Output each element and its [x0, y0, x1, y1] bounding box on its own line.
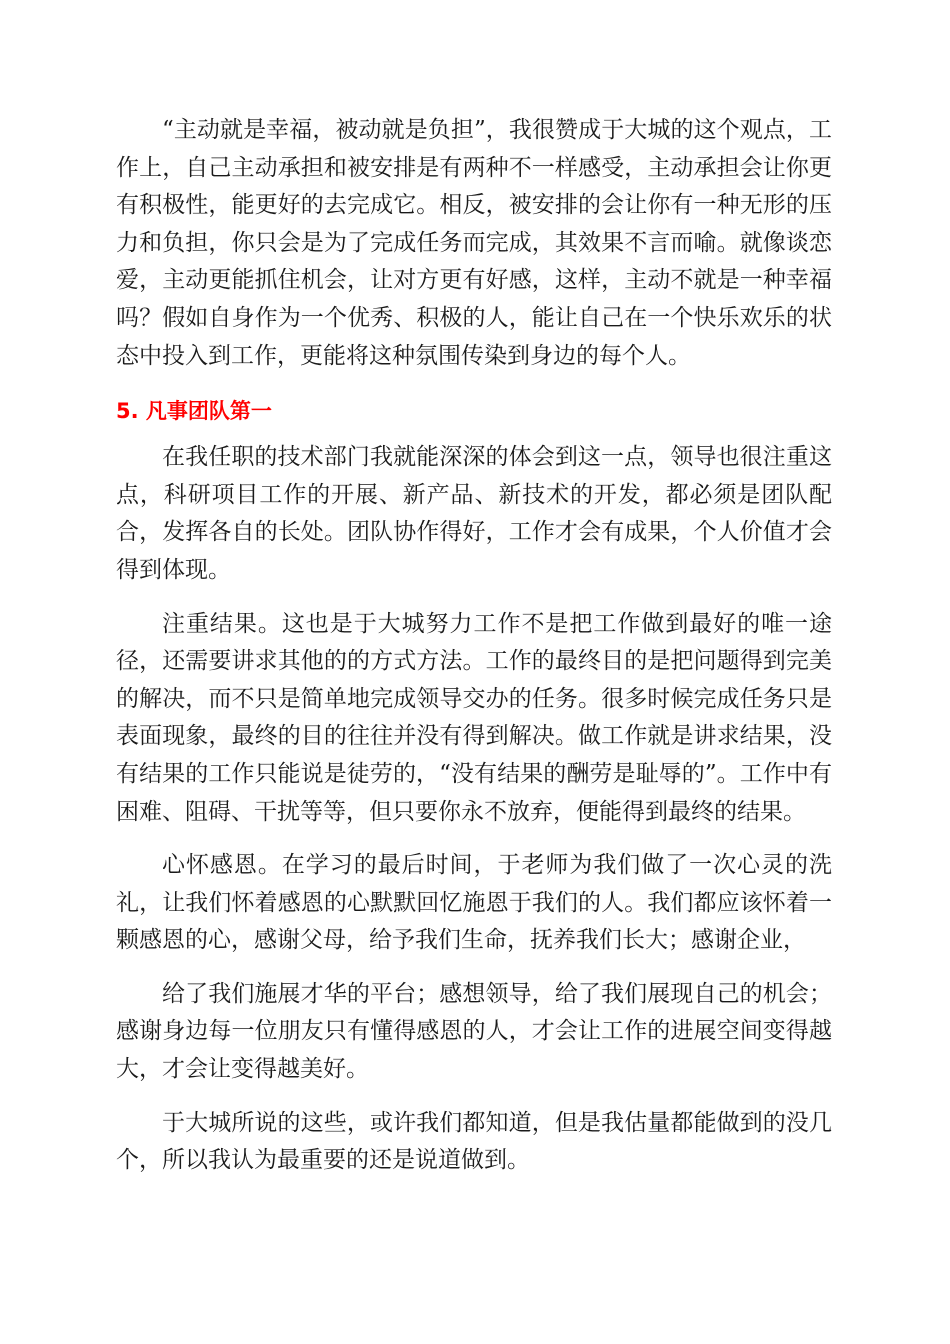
paragraph-focus-on-results: 注重结果。这也是于大城努力工作不是把工作做到最好的唯一途径，还需要讲求其他的的方式方法。工作的最终目的是把问题得到完美的解决，而不只是简单地完成领导交办的任务。很多时候完成任务只是表面现象，最终的目的往往并没有得到解决。做工作就是讲求结果，没有结果的工作只能说是徒劳的，“没有结果的酬劳是耻辱的”。工作中有困难、阻碍、干扰等等，但只要你永不放弃，便能得到最终的结果。 [116, 610, 832, 825]
document-page [116, 112, 832, 1196]
section-heading-team-first: 5. 凡事团队第一 [116, 399, 272, 424]
paragraph-team-collaboration: 在我任职的技术部门我就能深深的体会到这一点，领导也很注重这点，科研项目工作的开展、新产品、新技术的开发，都必须是团队配合，发挥各自的长处。团队协作得好，工作才会有成果，个人价值才会得到体现。 [116, 444, 832, 583]
paragraph-gratitude-continued: 给了我们施展才华的平台；感想领导，给了我们展现自己的机会；感谢身边每一位朋友只有懂得感恩的人，才会让工作的进展空间变得越大，才会让变得越美好。 [116, 980, 832, 1083]
paragraph-gratitude: 心怀感恩。在学习的最后时间，于老师为我们做了一次心灵的洗礼，让我们怀着感恩的心默默回忆施恩于我们的人。我们都应该怀着一颗感恩的心，感谢父母，给予我们生命，抚养我们长大；感谢企业， [116, 852, 832, 954]
paragraph-conclusion: 于大城所说的这些，或许我们都知道，但是我估量都能做到的没几个，所以我认为最重要的还是说道做到。 [116, 1109, 832, 1174]
paragraph-proactive-happiness: “主动就是幸福，被动就是负担”，我很赞成于大城的这个观点，工作上，自己主动承担和被安排是有两种不一样感受，主动承担会让你更有积极性，能更好的去完成它。相反，被安排的会让你有一种无形的压力和负担，你只会是为了完成任务而完成，其效果不言而喻。就像谈恋爱，主动更能抓住机会，让对方更有好感，这样，主动不就是一种幸福吗？假如自身作为一个优秀、积极的人，能让自己在一个快乐欢乐的状态中投入到工作，更能将这种氛围传染到身边的每个人。 [116, 117, 832, 369]
